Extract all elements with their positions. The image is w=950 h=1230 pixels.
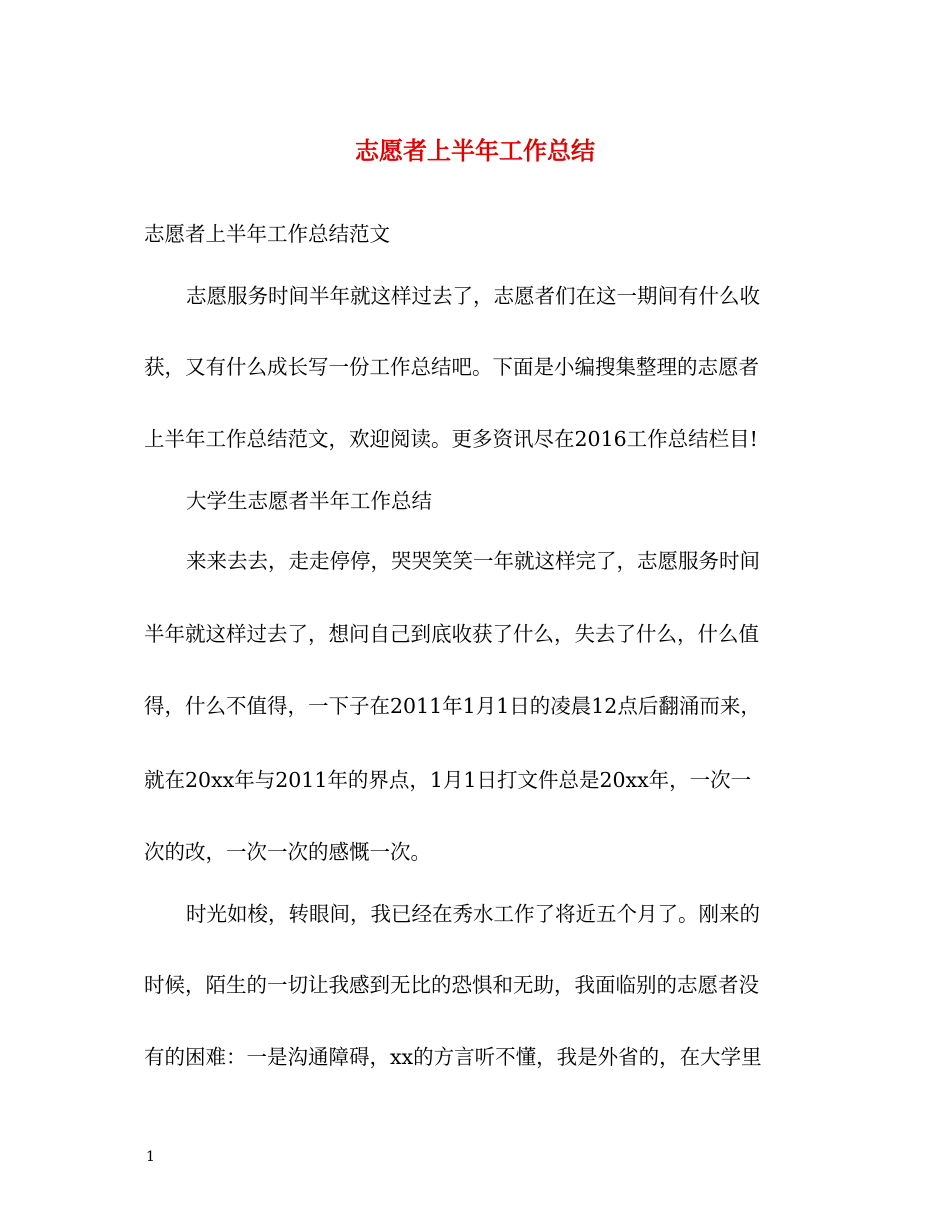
- paragraph-2-line-2: 半年就这样过去了，想问自己到底收获了什么，失去了什么，什么值: [144, 622, 759, 646]
- paragraph-2-line-4: 就在20xx年与2011年的界点，1月1日打文件总是20xx年，一次一: [144, 768, 752, 792]
- paragraph-3-line-2: 时候，陌生的一切让我感到无比的恐惧和无助，我面临别的志愿者没: [144, 973, 759, 997]
- paragraph-2-line-1: 来来去去，走走停停，哭哭笑笑一年就这样完了，志愿服务时间: [186, 549, 760, 573]
- document-subtitle: 志愿者上半年工作总结范文: [144, 222, 390, 246]
- paragraph-2-line-5: 次的改，一次一次的感慨一次。: [144, 840, 431, 864]
- paragraph-3-line-1: 时光如梭，转眼间，我已经在秀水工作了将近五个月了。刚来的: [186, 902, 760, 926]
- page-number: 1: [146, 1149, 155, 1165]
- paragraph-2-line-3: 得，什么不值得，一下子在2011年1月1日的凌晨12点后翻涌而来，: [144, 694, 761, 718]
- paragraph-1-line-3: 上半年工作总结范文，欢迎阅读。更多资讯尽在2016工作总结栏目!: [144, 427, 758, 451]
- paragraph-1-line-1: 志愿服务时间半年就这样过去了，志愿者们在这一期间有什么收: [186, 284, 760, 308]
- paragraph-3-line-3: 有的困难：一是沟通障碍，xx的方言听不懂，我是外省的，在大学里: [144, 1045, 762, 1069]
- paragraph-1-line-2: 获，又有什么成长写一份工作总结吧。下面是小编搜集整理的志愿者: [144, 355, 759, 379]
- document-title: 志愿者上半年工作总结: [355, 136, 595, 165]
- section-heading: 大学生志愿者半年工作总结: [186, 489, 432, 513]
